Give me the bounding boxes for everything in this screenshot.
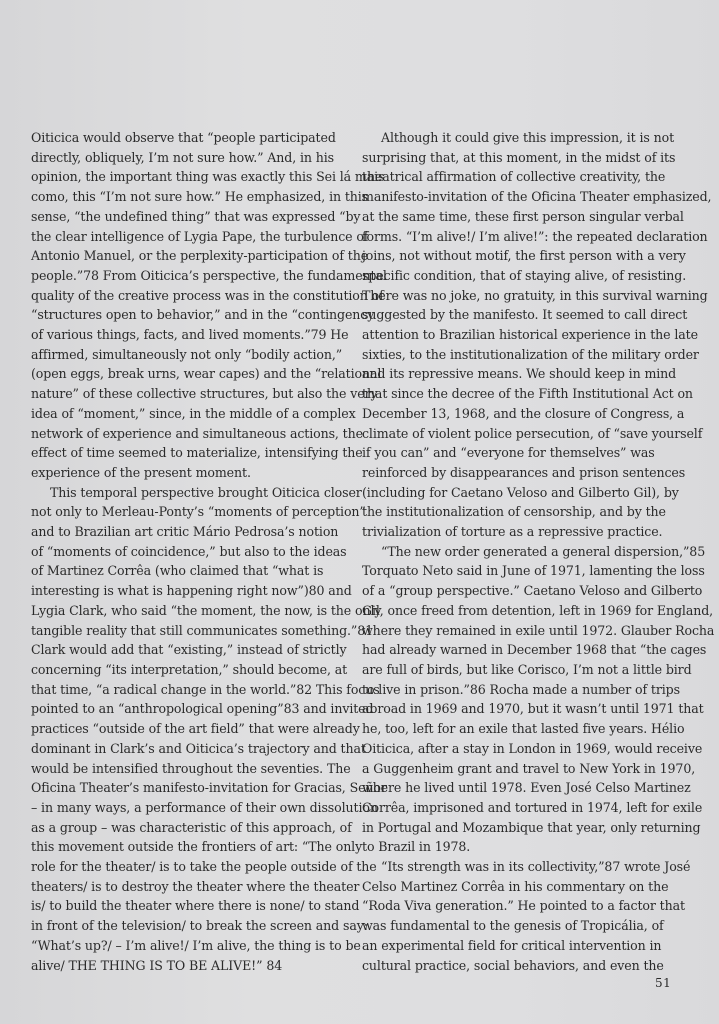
text-line: an experimental field for critical intervention in bbox=[362, 937, 662, 953]
text-line: where he lived until 1978. Even José Celso Martinez bbox=[362, 780, 691, 796]
text-line: and to Brazilian art critic Mário Pedrosa’s notion bbox=[31, 524, 339, 540]
text-line: if you can” and “everyone for themselves” was bbox=[362, 445, 655, 461]
text-line: Antonio Manuel, or the perplexity-participation of the bbox=[31, 248, 369, 264]
text-line: “What’s up?/ – I’m alive!/ I’m alive, the thing is to be bbox=[31, 937, 361, 953]
text-line: alive/ THE THING IS TO BE ALIVE!” 84 bbox=[31, 957, 283, 973]
page-number: 51 bbox=[655, 976, 672, 990]
text-line: to live in prison.”86 Rocha made a number of trips bbox=[362, 681, 680, 697]
text-line: role for the theater/ is to take the people outside of the bbox=[31, 859, 377, 875]
text-line: Celso Martinez Corrêa in his commentary on the bbox=[362, 878, 669, 894]
text-line: a Guggenheim grant and travel to New York in 1970, bbox=[362, 760, 696, 776]
text-line: the clear intelligence of Lygia Pape, the turbulence of bbox=[31, 228, 369, 244]
text-line: nature” of these collective structures, but also the very bbox=[31, 386, 378, 402]
text-line: Although it could give this impression, it is not bbox=[381, 130, 675, 145]
text-line: como, this “I’m not sure how.” He emphasized, in this bbox=[31, 189, 369, 205]
text-line: Torquato Neto said in June of 1971, lamenting the loss bbox=[362, 563, 705, 579]
text-line: effect of time seemed to materialize, intensifying the bbox=[31, 445, 363, 461]
text-line: theatrical affirmation of collective creativity, the bbox=[362, 169, 666, 185]
text-line: forms. “I’m alive!/ I’m alive!”: the repeated declaration bbox=[362, 228, 708, 244]
text-line: joins, not without motif, the first person with a very bbox=[362, 248, 686, 264]
text-line: abroad in 1969 and 1970, but it wasn’t until 1971 that bbox=[362, 701, 704, 717]
text-line: sixties, to the institutionalization of the military order bbox=[362, 346, 699, 362]
text-line: to Brazil in 1978. bbox=[362, 839, 471, 855]
text-line: concerning “its interpretation,” should become, at bbox=[31, 661, 348, 677]
text-line: specific condition, that of staying alive, of resisting. bbox=[362, 267, 687, 283]
text-line: “structures open to behavior,” and in the “contingency bbox=[31, 307, 375, 323]
text-line: cultural practice, social behaviors, and even the bbox=[362, 957, 664, 973]
text-line: had already warned in December 1968 that “the cages bbox=[362, 642, 707, 658]
text-line: would be intensified throughout the seventies. The bbox=[31, 760, 351, 776]
text-line: December 13, 1968, and the closure of Congress, a bbox=[362, 405, 685, 421]
text-line: dominant in Clark’s and Oiticica’s trajectory and that bbox=[31, 740, 366, 756]
text-line: Oiticica would observe that “people participated bbox=[31, 130, 336, 145]
text-line: network of experience and simultaneous actions, the bbox=[31, 425, 363, 441]
text-line: of “moments of coincidence,” but also to the ideas bbox=[31, 543, 347, 559]
text-line: climate of violent police persecution, of “save yourself bbox=[362, 425, 703, 441]
text-line: practices “outside of the art field” that were already bbox=[31, 721, 360, 737]
text-line: of a “group perspective.” Caetano Veloso and Gilberto bbox=[362, 583, 703, 599]
text-line: in front of the television/ to break the screen and say: bbox=[31, 918, 368, 934]
text-line: that time, “a radical change in the world.”82 This focus bbox=[31, 681, 380, 697]
text-line: “The new order generated a general dispersion,”85 bbox=[381, 543, 706, 559]
text-line: affirmed, simultaneously not only “bodily action,” bbox=[31, 346, 343, 362]
text-line: suggested by the manifesto. It seemed to call direct bbox=[362, 307, 688, 323]
text-line: “Roda Viva generation.” He pointed to a factor that bbox=[362, 898, 685, 914]
text-line: people.”78 From Oiticica’s perspective, the fundamental bbox=[31, 267, 387, 283]
text-line: the institutionalization of censorship, and by the bbox=[362, 504, 666, 520]
text-line: – in many ways, a performance of their own dissolution bbox=[31, 799, 378, 815]
text-line: (including for Caetano Veloso and Gilberto Gil), by bbox=[362, 484, 679, 500]
text-line: Oiticica, after a stay in London in 1969, would receive bbox=[362, 740, 703, 756]
text-line: that since the decree of the Fifth Institutional Act on bbox=[362, 386, 693, 402]
text-line: There was no joke, no gratuity, in this survival warning bbox=[362, 287, 708, 303]
text-line: (open eggs, break urns, wear capes) and the “relational bbox=[31, 366, 382, 382]
text-line: in Portugal and Mozambique that year, only returning bbox=[362, 819, 701, 835]
text-line: this movement outside the frontiers of art: “The only bbox=[31, 839, 363, 855]
left-text-column bbox=[31, 128, 387, 975]
text-line: manifesto-invitation of the Oficina Theater emphasized, bbox=[362, 189, 712, 205]
text-line: of Martinez Corrêa (who claimed that “what is bbox=[31, 563, 324, 579]
text-line: This temporal perspective brought Oiticica closer bbox=[50, 484, 362, 500]
text-line: where they remained in exile until 1972. Glauber Rocha bbox=[362, 622, 715, 638]
text-line: interesting is what is happening right now”)80 and bbox=[31, 583, 352, 599]
text-line: directly, obliquely, I’m not sure how.” And, in his bbox=[31, 149, 335, 165]
text-line: as a group – was characteristic of this approach, of bbox=[31, 819, 352, 835]
text-line: are full of birds, but like Corisco, I’m not a little bird bbox=[362, 661, 692, 677]
text-line: pointed to an “anthropological opening”83 and invited bbox=[31, 701, 374, 717]
text-line: experience of the present moment. bbox=[31, 464, 251, 480]
text-line: of various things, facts, and lived moments.”79 He bbox=[31, 327, 349, 343]
text-line: Oficina Theater’s manifesto-invitation for Gracias, Señor bbox=[31, 780, 387, 796]
text-line: idea of “moment,” since, in the middle of a complex bbox=[31, 405, 356, 421]
text-line: Corrêa, imprisoned and tortured in 1974, left for exile bbox=[362, 799, 703, 815]
text-line: quality of the creative process was in the constitution of bbox=[31, 287, 384, 303]
text-line: opinion, the important thing was exactly this Sei lá mais bbox=[31, 169, 385, 185]
right-text-column bbox=[362, 128, 715, 975]
text-line: not only to Merleau-Ponty’s “moments of perception” bbox=[31, 504, 366, 520]
text-line: at the same time, these first person singular verbal bbox=[362, 208, 684, 224]
text-line: attention to Brazilian historical experience in the late bbox=[362, 327, 698, 343]
text-line: was fundamental to the genesis of Tropicália, of bbox=[362, 918, 664, 934]
text-line: tangible reality that still communicates something.”81 bbox=[31, 622, 373, 638]
text-line: Clark would add that “existing,” instead of strictly bbox=[31, 642, 347, 658]
text-line: is/ to build the theater where there is none/ to stand bbox=[31, 898, 360, 914]
text-line: Lygia Clark, who said “the moment, the now, is the only bbox=[31, 602, 382, 618]
text-line: Gil, once freed from detention, left in 1969 for England, bbox=[362, 602, 714, 618]
text-line: theaters/ is to destroy the theater where the theater bbox=[31, 878, 360, 894]
text-line: and its repressive means. We should keep in mind bbox=[362, 366, 677, 382]
text-line: surprising that, at this moment, in the midst of its bbox=[362, 149, 676, 165]
text-line: “Its strength was in its collectivity,”87 wrote José bbox=[381, 859, 691, 875]
text-line: sense, “the undefined thing” that was expressed “by bbox=[31, 208, 361, 224]
text-line: he, too, left for an exile that lasted five years. Hélio bbox=[362, 721, 685, 737]
text-line: trivialization of torture as a repressive practice. bbox=[362, 524, 663, 540]
text-line: reinforced by disappearances and prison sentences bbox=[362, 464, 686, 480]
